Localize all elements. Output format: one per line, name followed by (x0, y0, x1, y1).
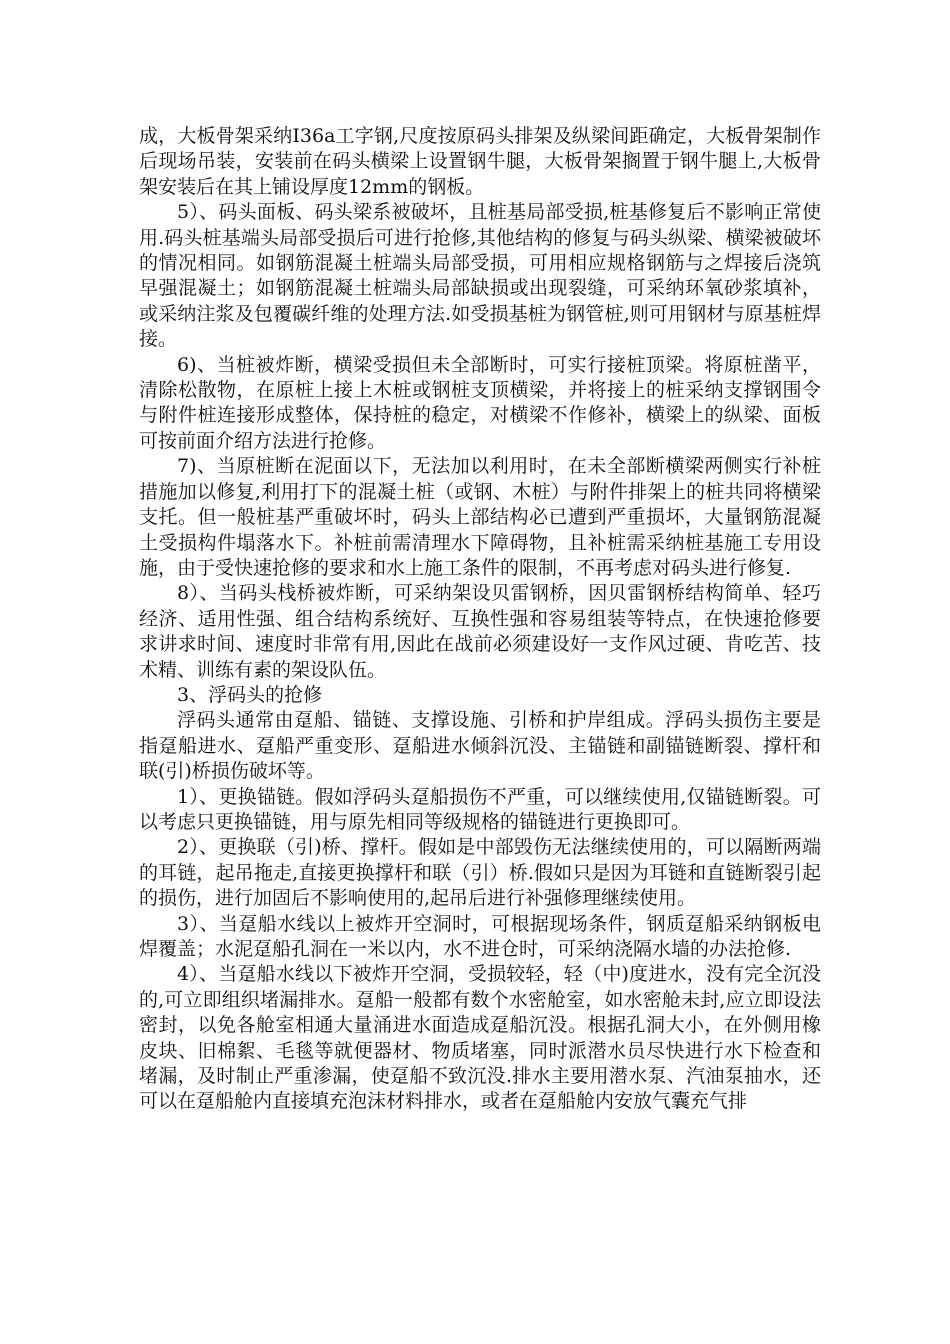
paragraph-item-5: 5）、码头面板、码头梁系被破坏，且桩基局部受损,桩基修复后不影响正常使用.码头桩基端头局部受损后可进行抢修,其他结构的修复与码头纵梁、横梁被破坏的情况相同。如钢筋混凝土桩端头局部受损，可用相应规格钢筋与之焊接后浇筑早强混凝土；如钢筋混凝土桩端头局部缺损或出现裂缝，可采纳环氧砂浆填补，或采纳注浆及包覆碳纤维的处理方法.如受损基桩为钢管桩,则可用钢材与原基桩焊接。 (139, 201, 821, 351)
paragraph-item-1-anchor-chain: 1）、更换锚链。假如浮码头趸船损伤不严重，可以继续使用,仅锚链断裂。可以考虑只更换锚链，用与原先相同等级规格的锚链进行更换即可。 (139, 785, 821, 833)
paragraph-item-4-below-waterline: 4）、当趸船水线以下被炸开空洞，受损较轻，轻（中)度进水，没有完全沉没的,可立即组织堵漏排水。趸船一般都有数个水密舱室，如水密舱未封,应立即设法密封，以免各舱室相通大量涌进水面造成趸船沉没。根据孔洞大小，在外侧用橡皮块、旧棉絮、毛毯等就便器材、物质堵塞，同时派潜水员尽快进行水下检查和堵漏，及时制止严重渗漏，使趸船不致沉没.排水主要用潜水泵、汽油泵抽水，还可以在趸船舱内直接填充泡沫材料排水，或者在趸船舱内安放气囊充气排 (139, 963, 821, 1113)
paragraph-item-7: 7)、当原桩断在泥面以下，无法加以利用时，在未全部断横梁两侧实行补桩措施加以修复,利用打下的混凝土桩（或钢、木桩）与附件排架上的桩共同将横梁支托。但一般桩基严重破坏时，码头上部结构必已遭到严重损坏，大量钢筋混凝土受损构件塌落水下。补桩前需清理水下障碍物，且补桩需采纳桩基施工专用设施，由于受快速抢修的要求和水上施工条件的限制，不再考虑对码头进行修复. (139, 455, 821, 579)
paragraph-continued: 成，大板骨架采纳I36a工字钢,尺度按原码头排架及纵梁间距确定，大板骨架制作后现场吊装，安装前在码头横梁上设置钢牛腿，大板骨架搁置于钢牛腿上,大板骨架安装后在其上铺设厚度12mm的钢板。 (139, 125, 821, 198)
paragraph-item-8: 8）、当码头栈桥被炸断，可采纳架设贝雷钢桥，因贝雷钢桥结构简单、轻巧经济、适用性强、组合结构系统好、互换性强和容易组装等特点，在快速抢修要求讲求时间、速度时非常有用,因此在战前必须建设好一支作风过硬、肯吃苦、技术精、训练有素的架设队伍。 (139, 582, 821, 681)
paragraph-item-3-above-waterline: 3）、当趸船水线以上被炸开空洞时，可根据现场条件，钢质趸船采纳钢板电焊覆盖；水泥趸船孔洞在一米以内，水不进仓时，可采纳浇隔水墙的办法抢修. (139, 912, 821, 960)
paragraph-floating-wharf-intro: 浮码头通常由趸船、锚链、支撑设施、引桥和护岸组成。浮码头损伤主要是指趸船进水、趸船严重变形、趸船进水倾斜沉没、主锚链和副锚链断裂、撑杆和联(引)桥损伤破坏等。 (139, 709, 821, 783)
document-page (139, 124, 821, 1115)
paragraph-item-6: 6)、当桩被炸断，横梁受损但未全部断时，可实行接桩顶梁。将原桩凿平，清除松散物，在原桩上接上木桩或钢桩支顶横梁，并将接上的桩采纳支撑钢围令与附件桩连接形成整体，保持桩的稳定，对横梁不作修补，横梁上的纵梁、面板可按前面介绍方法进行抢修。 (139, 353, 821, 452)
section-heading-floating-wharf: 3、浮码头的抢修 (177, 683, 323, 706)
paragraph-item-2-bridge-strut: 2）、更换联（引)桥、撑杆。假如是中部毁伤无法继续使用的，可以隔断两端的耳链，起吊拖走,直接更换撑杆和联（引）桥.假如只是因为耳链和直链断裂引起的损伤，进行加固后不影响使用的,起吊后进行补强修理继续使用。 (139, 836, 821, 910)
